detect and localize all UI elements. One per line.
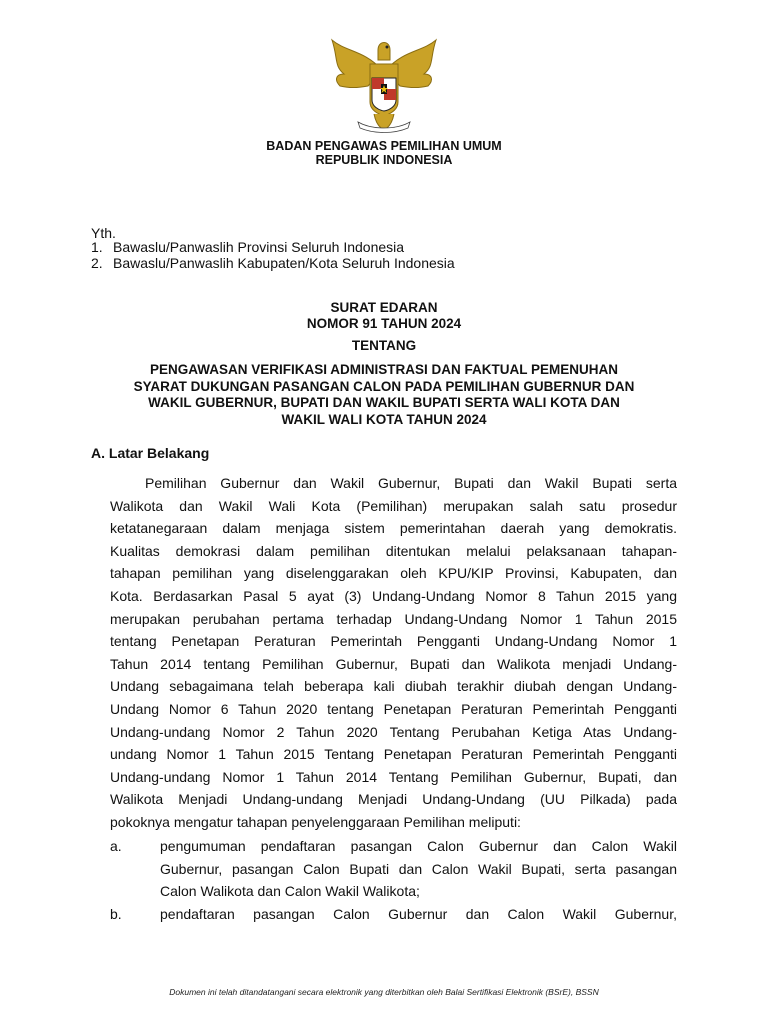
org-name-line1: BADAN PENGAWAS PEMILIHAN UMUM xyxy=(266,139,502,153)
paragraph-line: Pemilihan Gubernur dan Wakil Gubernur, Bupati dan Wakil Bupati serta xyxy=(145,475,677,491)
e-signature-footer: Dokumen ini telah ditandatangani secara elektronik yang diterbitkan oleh Balai Sertifikasi Elektronik (BSrE), BSSN xyxy=(169,987,599,997)
paragraph-line: Walikota Menjadi Undang-undang Menjadi Undang-Undang (UU Pilkada) pada xyxy=(110,791,677,808)
paragraph-line: Kota. Berdasarkan Pasal 5 ayat (3) Undang-Undang Nomor 8 Tahun 2015 yang xyxy=(110,587,677,604)
paragraph-line: Undang sebagaimana telah beberapa kali diubah terakhir diubah dengan Undang- xyxy=(110,678,677,695)
document-subject xyxy=(100,362,668,428)
list-item xyxy=(110,835,677,903)
list-item-text: Bawaslu/Panwaslih Provinsi Seluruh Indonesia xyxy=(113,239,405,255)
document-type-title: SURAT EDARAN xyxy=(330,300,438,315)
list-item-number: 1. xyxy=(91,239,103,255)
paragraph-line: pokoknya mengatur tahapan penyelenggaraan Pemilihan meliputi: xyxy=(110,813,521,830)
document-number: NOMOR 91 TAHUN 2024 xyxy=(306,316,462,331)
paragraph-line: tahapan pemilihan yang diselenggarakan oleh KPU/KIP Provinsi, Kabupaten, dan xyxy=(110,565,677,582)
subject-line: WAKIL GUBERNUR, BUPATI DAN WAKIL BUPATI SERTA WALI KOTA DAN xyxy=(148,395,620,410)
garuda-emblem-icon xyxy=(324,30,444,138)
tentang-label: TENTANG xyxy=(351,338,417,353)
addressee-list xyxy=(91,240,455,271)
paragraph-line: undang Nomor 1 Tahun 2015 Tentang Penetapan Peraturan Pemerintah Pengganti xyxy=(110,746,677,763)
paragraph-line: Kualitas demokrasi dalam pemilihan ditentukan melalui pelaksanaan tahapan- xyxy=(110,542,677,559)
paragraph-line: Undang-undang Nomor 1 Tahun 2014 Tentang Pemilihan Gubernur, Bupati, dan xyxy=(110,768,677,785)
paragraph-line: Undang-undang Nomor 2 Tahun 2020 Tentang Perubahan Ketiga Atas Undang- xyxy=(110,723,677,740)
org-name-line2: REPUBLIK INDONESIA xyxy=(315,153,453,167)
addressee-label: Yth. xyxy=(91,225,116,241)
paragraph-line: tentang Penetapan Peraturan Pemerintah Pengganti Undang-Undang Nomor 1 xyxy=(110,633,677,650)
paragraph-line: Tahun 2014 tentang Pemilihan Gubernur, Bupati dan Walikota menjadi Undang- xyxy=(110,655,677,672)
subject-line: WAKIL WALI KOTA TAHUN 2024 xyxy=(281,411,487,427)
item-line: Calon Walikota dan Calon Wakil Walikota; xyxy=(160,883,420,900)
list-item xyxy=(91,256,455,272)
list-item-text xyxy=(160,903,677,926)
paragraph-line: Walikota dan Wakil Wali Kota (Pemilihan) merupakan salah satu prosedur xyxy=(110,497,677,514)
list-item-text: Bawaslu/Panwaslih Kabupaten/Kota Seluruh Indonesia xyxy=(113,254,455,271)
list-item-number: 2. xyxy=(91,254,103,271)
paragraph-line: ketatanegaraan dalam menjaga sistem pemerintahan daerah yang demokratis. xyxy=(110,520,677,537)
section-heading: A. Latar Belakang xyxy=(91,445,210,461)
subject-line: SYARAT DUKUNGAN PASANGAN CALON PADA PEMILIHAN GUBERNUR DAN xyxy=(133,378,635,394)
list-marker: b. xyxy=(110,905,122,922)
list-item xyxy=(110,903,677,926)
item-line: pengumuman pendaftaran pasangan Calon Gubernur dan Calon Wakil xyxy=(160,838,677,854)
list-marker: a. xyxy=(110,838,122,854)
paragraph-line: merupakan perubahan pertama terhadap Undang-Undang Nomor 1 Tahun 2015 xyxy=(110,610,677,627)
list-item-text xyxy=(160,835,677,903)
body-paragraph xyxy=(110,472,677,834)
list-item xyxy=(91,240,455,256)
item-line: pendaftaran pasangan Calon Gubernur dan Calon Wakil Gubernur, xyxy=(160,905,677,922)
stage-list xyxy=(110,835,677,925)
subject-line: PENGAWASAN VERIFIKASI ADMINISTRASI DAN FAKTUAL PEMENUHAN xyxy=(149,362,619,377)
item-line: Gubernur, pasangan Calon Bupati dan Calon Wakil Bupati, serta pasangan xyxy=(160,860,677,877)
paragraph-line: Undang Nomor 6 Tahun 2020 tentang Penetapan Peraturan Pemerintah Pengganti xyxy=(110,700,677,717)
